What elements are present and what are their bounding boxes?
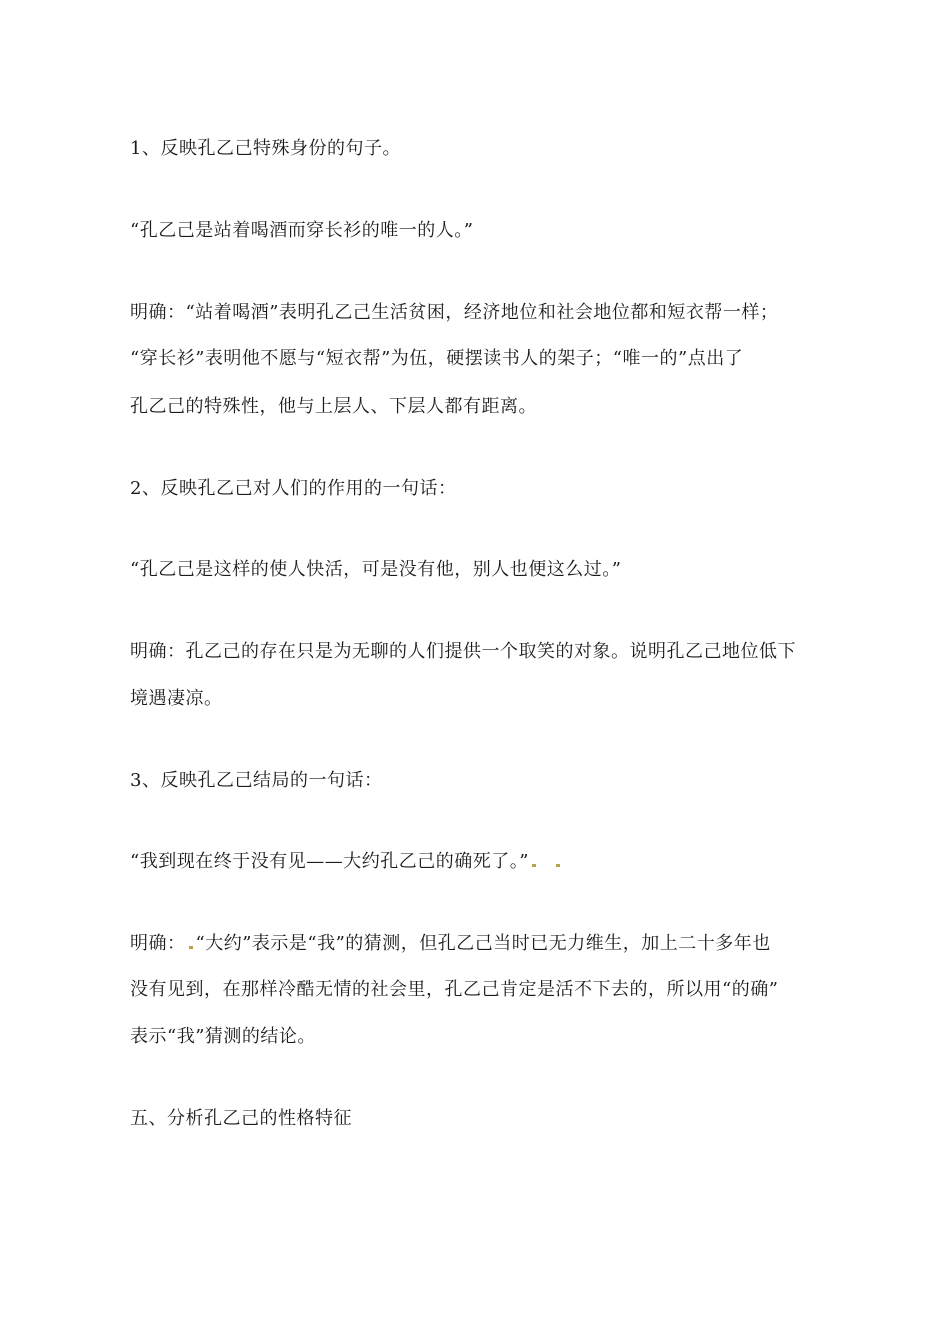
quote-3-text: “我到现在终于没有见——大约孔乙己的确死了。” [130,851,529,872]
quote-3 [130,850,830,874]
explanation-1-line-3: 孔乙己的特殊性，他与上层人、下层人都有距离。 [130,396,537,417]
underline-mark [189,946,193,949]
explanation-2-line-2: 境遇凄凉。 [130,688,223,709]
explanation-3-prefix: 明确： [130,933,186,954]
explanation-3-text: “大约”表示是“我”的猜测，但孔乙己当时已无力维生，加上二十多年也 [195,933,771,954]
underline-mark [532,864,536,867]
section-heading-5: 五、分析孔乙己的性格特征 [130,1108,352,1129]
explanation-3-line-1 [130,932,830,956]
quote-2: “孔乙己是这样的使人快活，可是没有他，别人也便这么过。” [130,559,622,580]
explanation-1-line-1: 明确：“站着喝酒”表明孔乙己生活贫困，经济地位和社会地位都和短衣帮一样； [130,302,779,323]
section-heading-3: 3、反映孔乙己结局的一句话： [130,770,383,791]
quote-1: “孔乙己是站着喝酒而穿长衫的唯一的人。” [130,220,474,241]
explanation-3-line-3: 表示“我”猜测的结论。 [130,1026,316,1047]
explanation-3-line-2: 没有见到，在那样冷酷无情的社会里，孔乙己肯定是活不下去的，所以用“的确” [130,979,779,1000]
section-heading-1: 1、反映孔乙己特殊身份的句子。 [130,138,401,159]
underline-mark [556,864,560,867]
explanation-1-line-2: “穿长衫”表明他不愿与“短衣帮”为伍，硬摆读书人的架子；“唯一的”点出了 [130,348,744,369]
explanation-2-line-1: 明确：孔乙己的存在只是为无聊的人们提供一个取笑的对象。说明孔乙己地位低下 [130,641,796,662]
section-heading-2: 2、反映孔乙己对人们的作用的一句话： [130,478,457,499]
